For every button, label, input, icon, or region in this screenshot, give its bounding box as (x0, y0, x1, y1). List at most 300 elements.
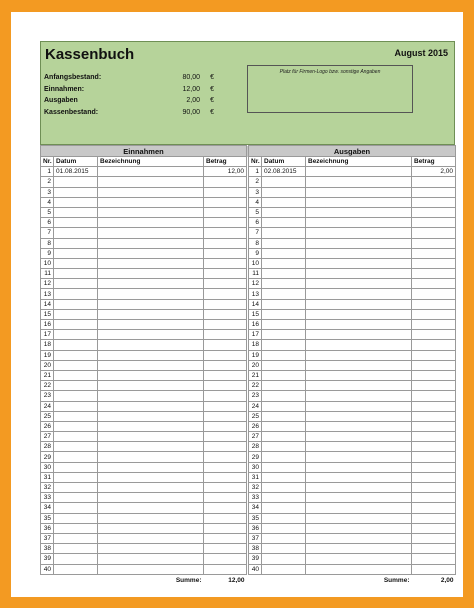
expense-date-cell[interactable] (262, 370, 306, 380)
expense-date-cell[interactable] (262, 330, 306, 340)
expense-nr-cell[interactable]: 31 (249, 472, 262, 482)
income-date-cell[interactable] (54, 350, 98, 360)
income-description-cell[interactable] (98, 330, 204, 340)
expense-amount-cell[interactable] (412, 391, 456, 401)
expense-date-cell[interactable] (262, 462, 306, 472)
income-date-cell[interactable] (54, 544, 98, 554)
expense-amount-cell[interactable] (412, 452, 456, 462)
income-nr-cell[interactable]: 37 (41, 533, 54, 543)
expense-amount-cell[interactable] (412, 523, 456, 533)
income-amount-cell[interactable] (204, 350, 247, 360)
income-date-cell[interactable] (54, 269, 98, 279)
expense-nr-cell[interactable]: 34 (249, 503, 262, 513)
income-date-cell[interactable] (54, 442, 98, 452)
income-nr-cell[interactable]: 40 (41, 564, 54, 574)
expense-amount-cell[interactable] (412, 238, 456, 248)
income-date-cell[interactable] (54, 381, 98, 391)
income-date-cell[interactable] (54, 248, 98, 258)
expense-description-cell[interactable] (306, 289, 412, 299)
expense-description-cell[interactable] (306, 299, 412, 309)
income-amount-cell[interactable] (204, 228, 247, 238)
income-description-cell[interactable] (98, 513, 204, 523)
income-description-cell[interactable] (98, 503, 204, 513)
income-amount-cell[interactable] (204, 330, 247, 340)
expense-amount-cell[interactable] (412, 350, 456, 360)
expense-nr-cell[interactable]: 30 (249, 462, 262, 472)
expense-description-cell[interactable] (306, 177, 412, 187)
income-date-cell[interactable] (54, 330, 98, 340)
income-nr-cell[interactable]: 16 (41, 320, 54, 330)
income-date-cell[interactable] (54, 483, 98, 493)
income-nr-cell[interactable]: 27 (41, 432, 54, 442)
expense-amount-cell[interactable] (412, 442, 456, 452)
income-nr-cell[interactable]: 15 (41, 309, 54, 319)
income-nr-cell[interactable]: 9 (41, 248, 54, 258)
income-description-cell[interactable] (98, 197, 204, 207)
expense-description-cell[interactable] (306, 258, 412, 268)
income-nr-cell[interactable]: 19 (41, 350, 54, 360)
expense-date-cell[interactable] (262, 218, 306, 228)
expense-date-cell[interactable] (262, 309, 306, 319)
expense-date-cell[interactable] (262, 411, 306, 421)
expense-description-cell[interactable] (306, 391, 412, 401)
income-date-cell[interactable] (54, 452, 98, 462)
expense-date-cell[interactable] (262, 513, 306, 523)
income-description-cell[interactable] (98, 370, 204, 380)
income-date-cell[interactable] (54, 432, 98, 442)
income-description-cell[interactable] (98, 472, 204, 482)
income-amount-cell[interactable] (204, 513, 247, 523)
expense-description-cell[interactable] (306, 483, 412, 493)
income-description-cell[interactable] (98, 299, 204, 309)
expense-date-cell[interactable] (262, 269, 306, 279)
expense-description-cell[interactable] (306, 544, 412, 554)
expense-amount-cell[interactable] (412, 401, 456, 411)
expense-date-cell[interactable] (262, 533, 306, 543)
expense-amount-cell[interactable] (412, 432, 456, 442)
income-description-cell[interactable] (98, 432, 204, 442)
expense-amount-cell[interactable] (412, 197, 456, 207)
income-amount-cell[interactable] (204, 462, 247, 472)
income-date-cell[interactable] (54, 472, 98, 482)
income-date-cell[interactable] (54, 554, 98, 564)
expense-amount-cell[interactable] (412, 503, 456, 513)
expense-date-cell[interactable] (262, 360, 306, 370)
income-description-cell[interactable] (98, 238, 204, 248)
expense-description-cell[interactable] (306, 187, 412, 197)
income-amount-cell[interactable] (204, 279, 247, 289)
expense-date-cell[interactable] (262, 350, 306, 360)
expense-nr-cell[interactable]: 1 (249, 167, 262, 177)
expense-description-cell[interactable] (306, 228, 412, 238)
expense-description-cell[interactable] (306, 472, 412, 482)
income-amount-cell[interactable] (204, 391, 247, 401)
income-nr-cell[interactable]: 26 (41, 421, 54, 431)
income-date-cell[interactable] (54, 177, 98, 187)
income-amount-cell[interactable] (204, 432, 247, 442)
income-description-cell[interactable] (98, 218, 204, 228)
expense-date-cell[interactable] (262, 248, 306, 258)
income-nr-cell[interactable]: 30 (41, 462, 54, 472)
income-amount-cell[interactable] (204, 360, 247, 370)
income-date-cell[interactable] (54, 320, 98, 330)
income-description-cell[interactable] (98, 391, 204, 401)
income-date-cell[interactable] (54, 340, 98, 350)
expense-amount-cell[interactable] (412, 289, 456, 299)
income-date-cell[interactable] (54, 564, 98, 574)
income-amount-cell[interactable] (204, 289, 247, 299)
expense-amount-cell[interactable]: 2,00 (412, 167, 456, 177)
income-nr-cell[interactable]: 36 (41, 523, 54, 533)
expense-amount-cell[interactable] (412, 330, 456, 340)
income-description-cell[interactable] (98, 523, 204, 533)
expense-description-cell[interactable] (306, 554, 412, 564)
expense-description-cell[interactable] (306, 350, 412, 360)
income-date-cell[interactable]: 01.08.2015 (54, 167, 98, 177)
expense-date-cell[interactable] (262, 340, 306, 350)
income-amount-cell[interactable] (204, 523, 247, 533)
expense-amount-cell[interactable] (412, 228, 456, 238)
expense-description-cell[interactable] (306, 340, 412, 350)
expense-nr-cell[interactable]: 12 (249, 279, 262, 289)
expense-date-cell[interactable] (262, 289, 306, 299)
expense-description-cell[interactable] (306, 442, 412, 452)
income-nr-cell[interactable]: 11 (41, 269, 54, 279)
income-date-cell[interactable] (54, 299, 98, 309)
expense-nr-cell[interactable]: 3 (249, 187, 262, 197)
income-amount-cell[interactable] (204, 533, 247, 543)
income-date-cell[interactable] (54, 523, 98, 533)
expense-nr-cell[interactable]: 7 (249, 228, 262, 238)
income-nr-cell[interactable]: 33 (41, 493, 54, 503)
income-amount-cell[interactable] (204, 493, 247, 503)
income-date-cell[interactable] (54, 513, 98, 523)
income-date-cell[interactable] (54, 391, 98, 401)
income-description-cell[interactable] (98, 401, 204, 411)
expense-amount-cell[interactable] (412, 544, 456, 554)
expense-nr-cell[interactable]: 9 (249, 248, 262, 258)
expense-date-cell[interactable] (262, 238, 306, 248)
expense-date-cell[interactable]: 02.08.2015 (262, 167, 306, 177)
income-nr-cell[interactable]: 17 (41, 330, 54, 340)
income-nr-cell[interactable]: 31 (41, 472, 54, 482)
expense-nr-cell[interactable]: 17 (249, 330, 262, 340)
income-nr-cell[interactable]: 3 (41, 187, 54, 197)
expense-nr-cell[interactable]: 18 (249, 340, 262, 350)
income-description-cell[interactable] (98, 483, 204, 493)
expense-amount-cell[interactable] (412, 513, 456, 523)
expense-description-cell[interactable] (306, 218, 412, 228)
expense-date-cell[interactable] (262, 442, 306, 452)
expense-nr-cell[interactable]: 27 (249, 432, 262, 442)
income-description-cell[interactable] (98, 167, 204, 177)
income-nr-cell[interactable]: 34 (41, 503, 54, 513)
income-date-cell[interactable] (54, 503, 98, 513)
income-amount-cell[interactable] (204, 401, 247, 411)
expense-description-cell[interactable] (306, 564, 412, 574)
income-date-cell[interactable] (54, 218, 98, 228)
expense-description-cell[interactable] (306, 309, 412, 319)
expense-amount-cell[interactable] (412, 554, 456, 564)
expense-date-cell[interactable] (262, 187, 306, 197)
expense-amount-cell[interactable] (412, 370, 456, 380)
expense-amount-cell[interactable] (412, 187, 456, 197)
income-amount-cell[interactable] (204, 381, 247, 391)
expense-nr-cell[interactable]: 24 (249, 401, 262, 411)
expense-description-cell[interactable] (306, 452, 412, 462)
expense-description-cell[interactable] (306, 462, 412, 472)
expense-nr-cell[interactable]: 4 (249, 197, 262, 207)
income-nr-cell[interactable]: 32 (41, 483, 54, 493)
income-date-cell[interactable] (54, 360, 98, 370)
income-amount-cell[interactable] (204, 309, 247, 319)
expense-amount-cell[interactable] (412, 533, 456, 543)
expense-date-cell[interactable] (262, 503, 306, 513)
expense-date-cell[interactable] (262, 258, 306, 268)
expense-amount-cell[interactable] (412, 472, 456, 482)
income-amount-cell[interactable] (204, 370, 247, 380)
income-description-cell[interactable] (98, 360, 204, 370)
expense-description-cell[interactable] (306, 197, 412, 207)
expense-nr-cell[interactable]: 40 (249, 564, 262, 574)
income-date-cell[interactable] (54, 421, 98, 431)
expense-date-cell[interactable] (262, 228, 306, 238)
income-amount-cell[interactable] (204, 340, 247, 350)
expense-description-cell[interactable] (306, 248, 412, 258)
income-date-cell[interactable] (54, 289, 98, 299)
expense-date-cell[interactable] (262, 544, 306, 554)
expense-nr-cell[interactable]: 37 (249, 533, 262, 543)
income-amount-cell[interactable]: 12,00 (204, 167, 247, 177)
expense-nr-cell[interactable]: 15 (249, 309, 262, 319)
expense-nr-cell[interactable]: 8 (249, 238, 262, 248)
expense-amount-cell[interactable] (412, 248, 456, 258)
income-date-cell[interactable] (54, 533, 98, 543)
income-nr-cell[interactable]: 25 (41, 411, 54, 421)
expense-amount-cell[interactable] (412, 483, 456, 493)
income-description-cell[interactable] (98, 269, 204, 279)
income-description-cell[interactable] (98, 258, 204, 268)
income-description-cell[interactable] (98, 350, 204, 360)
expense-nr-cell[interactable]: 6 (249, 218, 262, 228)
income-amount-cell[interactable] (204, 207, 247, 217)
expense-amount-cell[interactable] (412, 320, 456, 330)
expense-nr-cell[interactable]: 36 (249, 523, 262, 533)
income-nr-cell[interactable]: 8 (41, 238, 54, 248)
income-amount-cell[interactable] (204, 452, 247, 462)
expense-amount-cell[interactable] (412, 279, 456, 289)
income-nr-cell[interactable]: 20 (41, 360, 54, 370)
expense-description-cell[interactable] (306, 269, 412, 279)
expense-nr-cell[interactable]: 25 (249, 411, 262, 421)
income-nr-cell[interactable]: 24 (41, 401, 54, 411)
income-amount-cell[interactable] (204, 258, 247, 268)
income-amount-cell[interactable] (204, 218, 247, 228)
income-nr-cell[interactable]: 29 (41, 452, 54, 462)
expense-date-cell[interactable] (262, 472, 306, 482)
income-nr-cell[interactable]: 14 (41, 299, 54, 309)
income-nr-cell[interactable]: 28 (41, 442, 54, 452)
expense-nr-cell[interactable]: 10 (249, 258, 262, 268)
income-description-cell[interactable] (98, 554, 204, 564)
income-amount-cell[interactable] (204, 564, 247, 574)
income-description-cell[interactable] (98, 421, 204, 431)
income-amount-cell[interactable] (204, 472, 247, 482)
expense-nr-cell[interactable]: 22 (249, 381, 262, 391)
expense-description-cell[interactable] (306, 360, 412, 370)
income-nr-cell[interactable]: 5 (41, 207, 54, 217)
income-date-cell[interactable] (54, 197, 98, 207)
expense-description-cell[interactable] (306, 238, 412, 248)
income-nr-cell[interactable]: 7 (41, 228, 54, 238)
expense-amount-cell[interactable] (412, 309, 456, 319)
expense-nr-cell[interactable]: 2 (249, 177, 262, 187)
income-description-cell[interactable] (98, 544, 204, 554)
expense-description-cell[interactable] (306, 493, 412, 503)
income-date-cell[interactable] (54, 370, 98, 380)
income-amount-cell[interactable] (204, 299, 247, 309)
income-description-cell[interactable] (98, 533, 204, 543)
expense-nr-cell[interactable]: 33 (249, 493, 262, 503)
income-amount-cell[interactable] (204, 421, 247, 431)
income-description-cell[interactable] (98, 248, 204, 258)
expense-date-cell[interactable] (262, 554, 306, 564)
expense-amount-cell[interactable] (412, 299, 456, 309)
expense-nr-cell[interactable]: 14 (249, 299, 262, 309)
income-date-cell[interactable] (54, 309, 98, 319)
expense-description-cell[interactable] (306, 523, 412, 533)
income-nr-cell[interactable]: 4 (41, 197, 54, 207)
income-description-cell[interactable] (98, 187, 204, 197)
expense-nr-cell[interactable]: 16 (249, 320, 262, 330)
expense-date-cell[interactable] (262, 381, 306, 391)
expense-amount-cell[interactable] (412, 462, 456, 472)
expense-nr-cell[interactable]: 23 (249, 391, 262, 401)
income-amount-cell[interactable] (204, 269, 247, 279)
income-description-cell[interactable] (98, 411, 204, 421)
expense-nr-cell[interactable]: 13 (249, 289, 262, 299)
expense-amount-cell[interactable] (412, 411, 456, 421)
expense-date-cell[interactable] (262, 299, 306, 309)
income-date-cell[interactable] (54, 207, 98, 217)
income-amount-cell[interactable] (204, 503, 247, 513)
expense-nr-cell[interactable]: 39 (249, 554, 262, 564)
expense-date-cell[interactable] (262, 207, 306, 217)
expense-nr-cell[interactable]: 32 (249, 483, 262, 493)
income-nr-cell[interactable]: 38 (41, 544, 54, 554)
income-nr-cell[interactable]: 35 (41, 513, 54, 523)
income-nr-cell[interactable]: 39 (41, 554, 54, 564)
expense-date-cell[interactable] (262, 401, 306, 411)
expense-amount-cell[interactable] (412, 360, 456, 370)
income-description-cell[interactable] (98, 228, 204, 238)
expense-date-cell[interactable] (262, 523, 306, 533)
expense-nr-cell[interactable]: 5 (249, 207, 262, 217)
income-amount-cell[interactable] (204, 483, 247, 493)
expense-date-cell[interactable] (262, 564, 306, 574)
expense-amount-cell[interactable] (412, 421, 456, 431)
income-description-cell[interactable] (98, 207, 204, 217)
income-amount-cell[interactable] (204, 442, 247, 452)
income-amount-cell[interactable] (204, 248, 247, 258)
expense-description-cell[interactable] (306, 330, 412, 340)
expense-amount-cell[interactable] (412, 207, 456, 217)
expense-description-cell[interactable] (306, 513, 412, 523)
expense-date-cell[interactable] (262, 197, 306, 207)
income-date-cell[interactable] (54, 258, 98, 268)
expense-description-cell[interactable] (306, 381, 412, 391)
expense-amount-cell[interactable] (412, 177, 456, 187)
expense-description-cell[interactable] (306, 279, 412, 289)
expense-nr-cell[interactable]: 19 (249, 350, 262, 360)
income-amount-cell[interactable] (204, 187, 247, 197)
expense-date-cell[interactable] (262, 279, 306, 289)
expense-nr-cell[interactable]: 21 (249, 370, 262, 380)
expense-description-cell[interactable] (306, 207, 412, 217)
expense-nr-cell[interactable]: 35 (249, 513, 262, 523)
expense-nr-cell[interactable]: 11 (249, 269, 262, 279)
income-nr-cell[interactable]: 6 (41, 218, 54, 228)
income-nr-cell[interactable]: 1 (41, 167, 54, 177)
expense-nr-cell[interactable]: 26 (249, 421, 262, 431)
income-description-cell[interactable] (98, 340, 204, 350)
income-amount-cell[interactable] (204, 197, 247, 207)
expense-date-cell[interactable] (262, 432, 306, 442)
income-amount-cell[interactable] (204, 320, 247, 330)
income-description-cell[interactable] (98, 289, 204, 299)
expense-amount-cell[interactable] (412, 381, 456, 391)
income-date-cell[interactable] (54, 401, 98, 411)
expense-amount-cell[interactable] (412, 564, 456, 574)
expense-description-cell[interactable] (306, 401, 412, 411)
income-date-cell[interactable] (54, 279, 98, 289)
income-description-cell[interactable] (98, 381, 204, 391)
expense-nr-cell[interactable]: 29 (249, 452, 262, 462)
income-nr-cell[interactable]: 2 (41, 177, 54, 187)
expense-description-cell[interactable] (306, 320, 412, 330)
income-description-cell[interactable] (98, 493, 204, 503)
income-description-cell[interactable] (98, 564, 204, 574)
expense-description-cell[interactable] (306, 533, 412, 543)
expense-date-cell[interactable] (262, 421, 306, 431)
expense-date-cell[interactable] (262, 391, 306, 401)
expense-amount-cell[interactable] (412, 258, 456, 268)
expense-description-cell[interactable] (306, 503, 412, 513)
income-amount-cell[interactable] (204, 238, 247, 248)
income-description-cell[interactable] (98, 309, 204, 319)
income-nr-cell[interactable]: 23 (41, 391, 54, 401)
expense-description-cell[interactable] (306, 421, 412, 431)
income-date-cell[interactable] (54, 187, 98, 197)
income-nr-cell[interactable]: 12 (41, 279, 54, 289)
income-description-cell[interactable] (98, 442, 204, 452)
expense-nr-cell[interactable]: 28 (249, 442, 262, 452)
income-date-cell[interactable] (54, 462, 98, 472)
income-amount-cell[interactable] (204, 177, 247, 187)
income-description-cell[interactable] (98, 279, 204, 289)
income-date-cell[interactable] (54, 493, 98, 503)
income-amount-cell[interactable] (204, 554, 247, 564)
expense-date-cell[interactable] (262, 320, 306, 330)
income-description-cell[interactable] (98, 462, 204, 472)
expense-description-cell[interactable] (306, 167, 412, 177)
income-amount-cell[interactable] (204, 544, 247, 554)
expense-description-cell[interactable] (306, 411, 412, 421)
expense-date-cell[interactable] (262, 452, 306, 462)
expense-nr-cell[interactable]: 38 (249, 544, 262, 554)
expense-date-cell[interactable] (262, 493, 306, 503)
expense-amount-cell[interactable] (412, 493, 456, 503)
